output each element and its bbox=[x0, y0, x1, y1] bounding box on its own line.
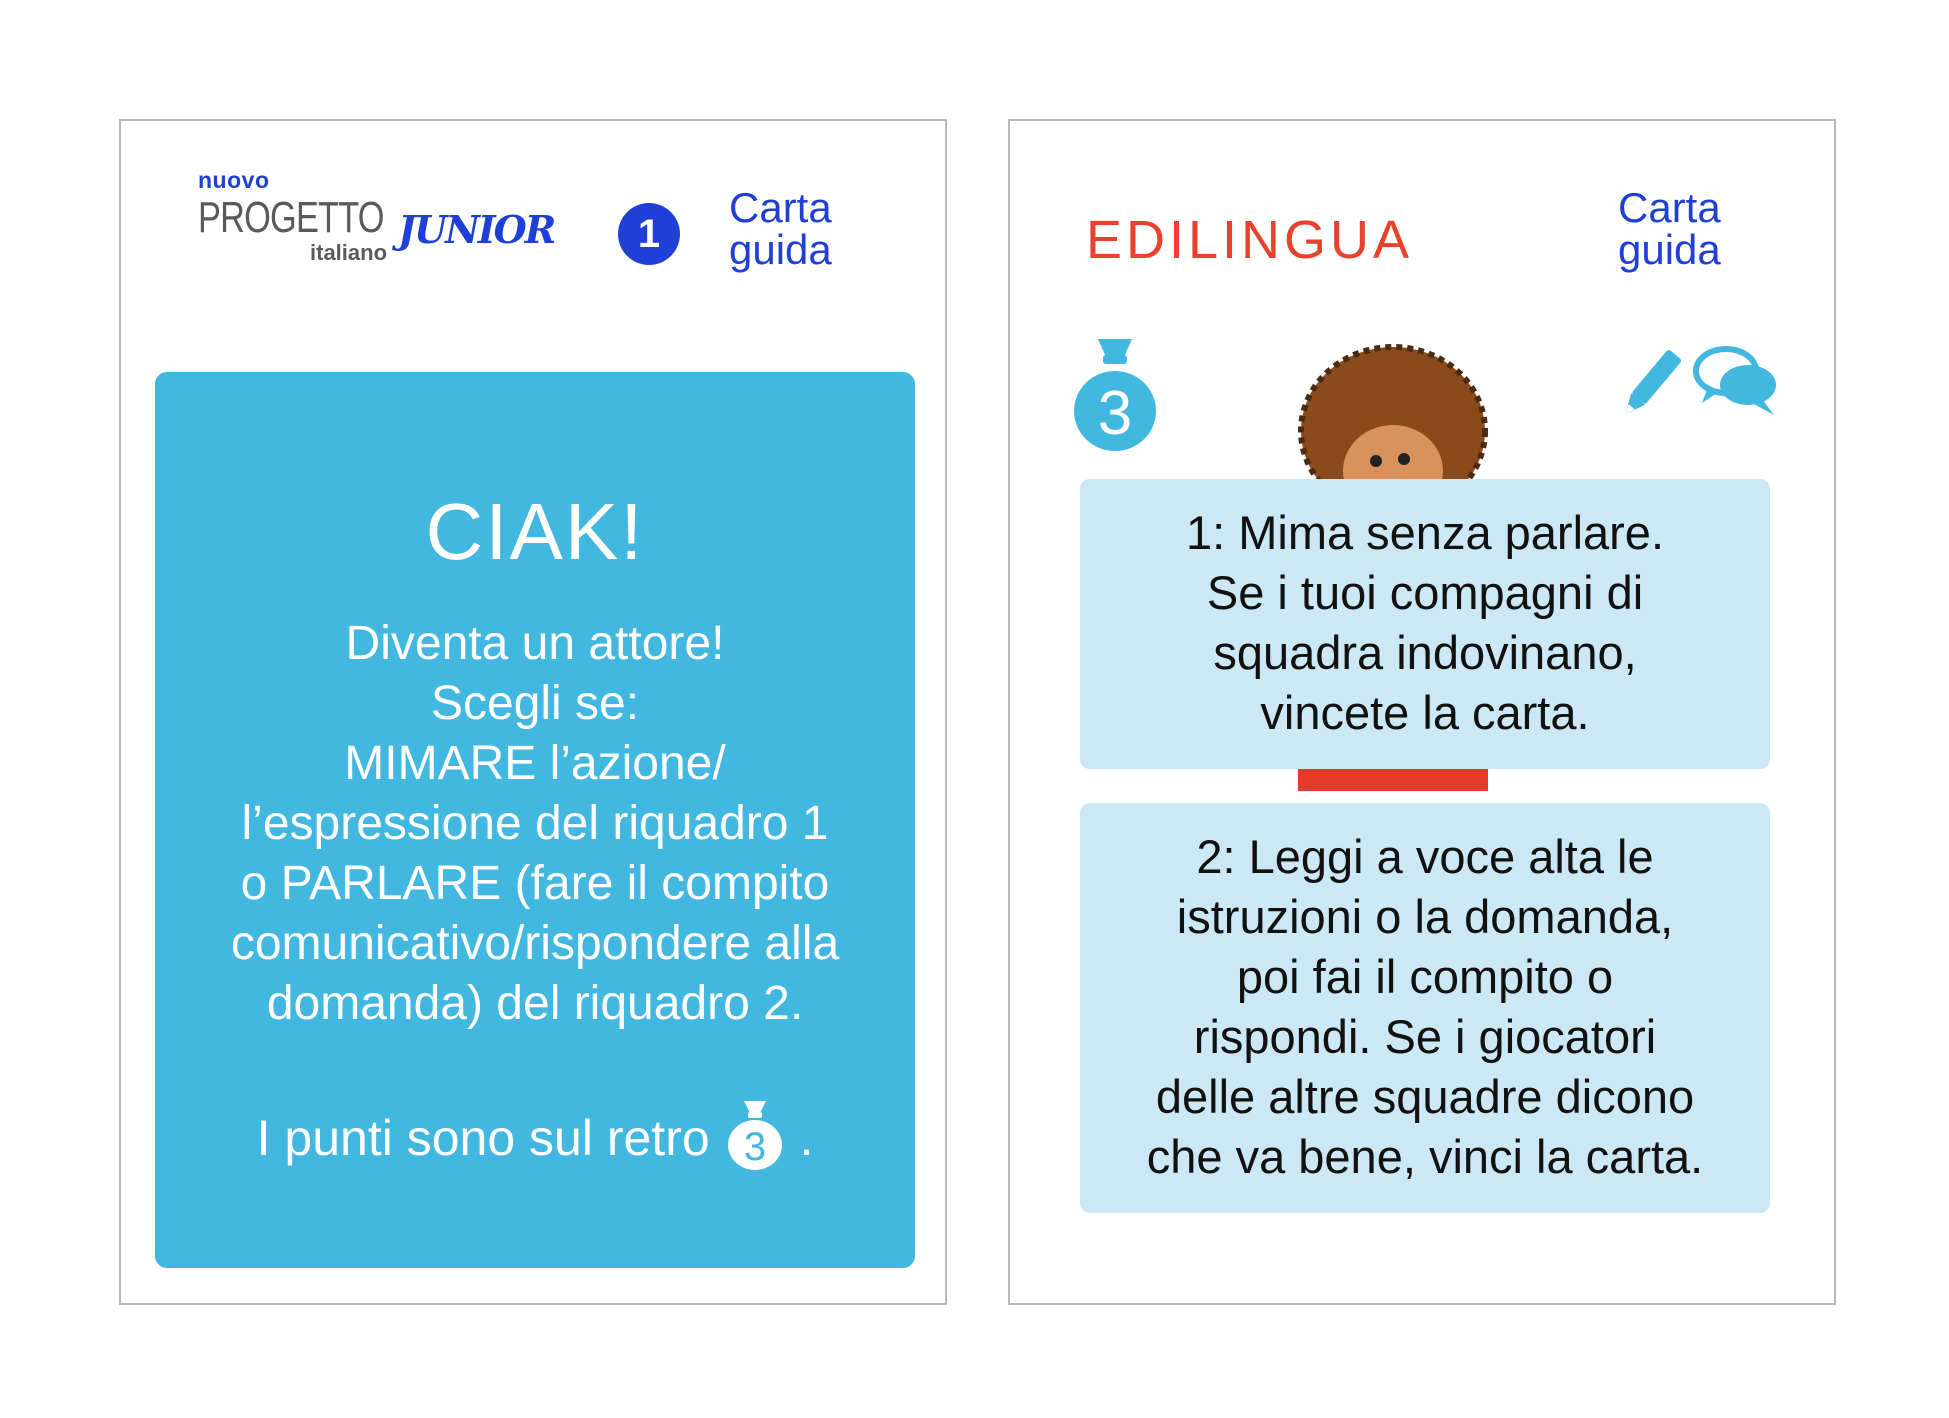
instruction-text bbox=[165, 614, 905, 1034]
box-line: istruzioni o la domanda, bbox=[1176, 890, 1674, 943]
bag-points-number: 3 bbox=[743, 1125, 766, 1169]
carta-guida-line: Carta bbox=[729, 184, 832, 231]
bag-points-number: 3 bbox=[1097, 379, 1133, 448]
instruction-line: Diventa un attore! bbox=[345, 617, 725, 670]
box-line: poi fai il compito o bbox=[1236, 950, 1614, 1003]
card-front bbox=[119, 119, 947, 1305]
points-text: I punti sono sul retro bbox=[256, 1110, 710, 1166]
nuovo-progetto-junior-logo bbox=[198, 167, 661, 267]
money-bag-icon bbox=[1070, 335, 1160, 453]
box-line: squadra indovinano, bbox=[1213, 626, 1637, 679]
logo-progetto: PROGETTO bbox=[198, 193, 384, 242]
box-line: Se i tuoi compagni di bbox=[1206, 566, 1644, 619]
box-line: delle altre squadre dicono bbox=[1155, 1070, 1695, 1123]
instruction-line: comunicativo/rispondere alla bbox=[230, 917, 840, 970]
pencil-icon bbox=[1614, 343, 1684, 429]
instruction-box-1 bbox=[1080, 479, 1770, 769]
box-line: 2: Leggi a voce alta le bbox=[1196, 830, 1654, 883]
points-suffix: . bbox=[799, 1110, 814, 1166]
box-line: vincete la carta. bbox=[1260, 686, 1590, 739]
carta-guida-label bbox=[1618, 184, 1758, 273]
box-line: 1: Mima senza parlare. bbox=[1185, 506, 1665, 559]
carta-guida-line: guida bbox=[1618, 226, 1721, 273]
logo-level-badge: 1 bbox=[618, 203, 680, 265]
logo-nuovo: nuovo bbox=[198, 167, 270, 193]
instruction-line: o PARLARE (fare il compito bbox=[240, 857, 830, 910]
box-line: rispondi. Se i giocatori bbox=[1193, 1010, 1657, 1063]
box-line: che va bene, vinci la carta. bbox=[1146, 1130, 1704, 1183]
money-bag-icon bbox=[724, 1097, 786, 1171]
logo-italiano: italiano bbox=[310, 240, 388, 265]
card-back bbox=[1008, 119, 1836, 1305]
points-note bbox=[155, 1097, 915, 1171]
carta-guida-label bbox=[729, 184, 869, 273]
instruction-line: domanda) del riquadro 2. bbox=[266, 977, 804, 1030]
instruction-panel bbox=[155, 372, 915, 1268]
instruction-line: Scegli se: bbox=[430, 677, 640, 730]
instruction-box-2 bbox=[1080, 803, 1770, 1213]
edilingua-logo: EDILINGUA bbox=[1086, 210, 1414, 270]
card-title: CIAK! bbox=[425, 487, 645, 576]
instruction-line: l’espressione del riquadro 1 bbox=[241, 797, 829, 850]
logo-junior: JUNIOR bbox=[398, 207, 555, 252]
instruction-line: MIMARE l’azione/ bbox=[344, 737, 726, 790]
speech-bubbles-icon bbox=[1692, 341, 1782, 421]
carta-guida-line: Carta bbox=[1618, 184, 1721, 231]
carta-guida-line: guida bbox=[729, 226, 832, 273]
